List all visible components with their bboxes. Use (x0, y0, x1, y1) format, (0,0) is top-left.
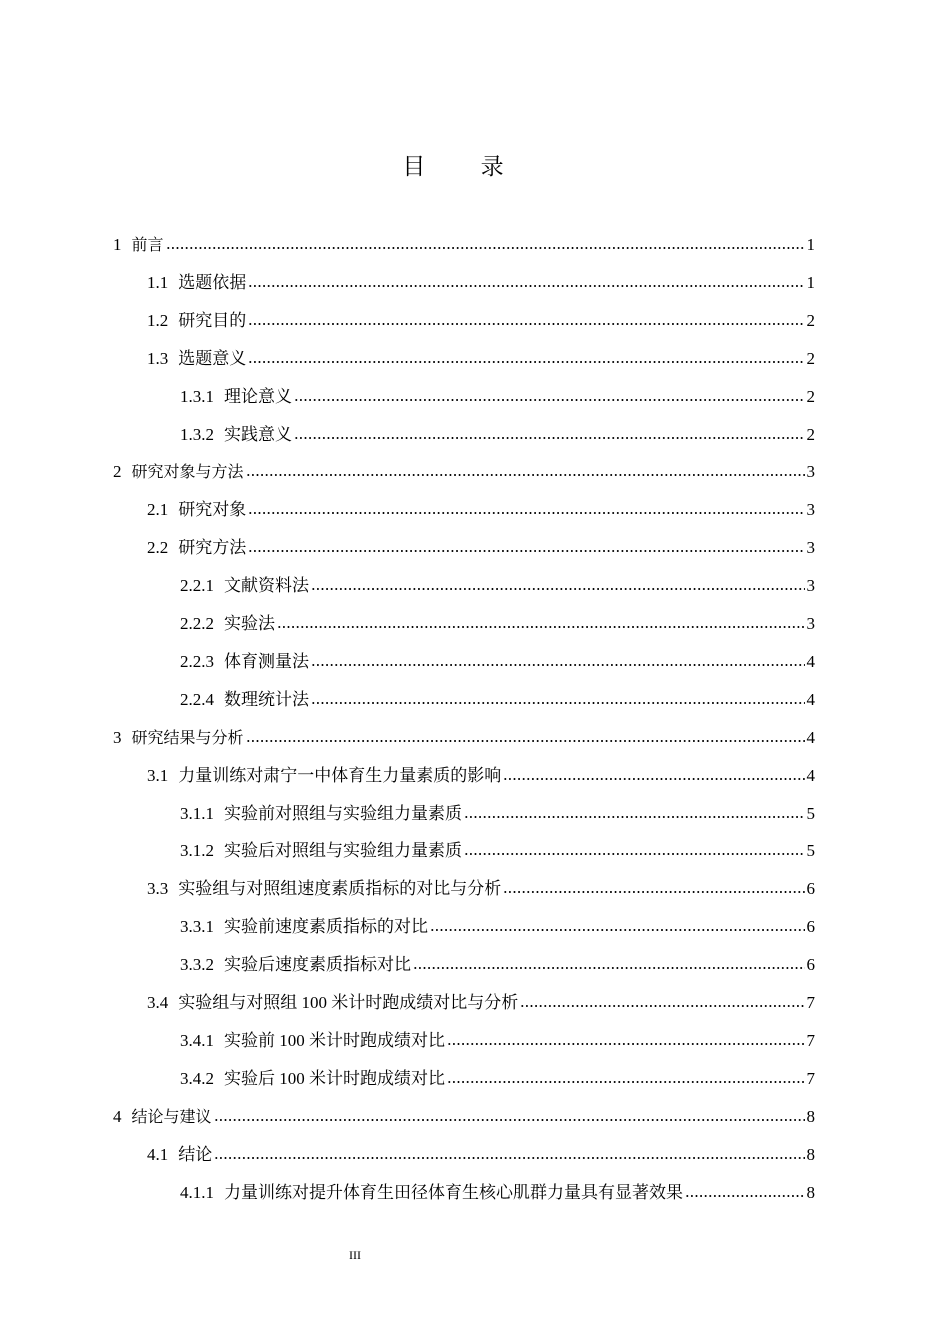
toc-entry-number: 3 (113, 727, 122, 747)
dot-leader (277, 626, 805, 628)
toc-entry-number: 3.3 (147, 879, 169, 899)
toc-entry-number: 1.2 (147, 310, 169, 330)
toc-entry-page: 2 (806, 386, 815, 406)
dot-leader (685, 1195, 805, 1197)
toc-entry-3-4-1[interactable] (180, 1022, 815, 1060)
toc-entry-number: 3.1.2 (180, 841, 214, 861)
toc-entry-title: 体育测量法 (224, 651, 309, 671)
toc-entry-number: 3.1 (147, 765, 169, 785)
toc-entry-title: 研究对象与方法 (131, 462, 244, 482)
toc-entry-title: 数理统计法 (224, 689, 309, 709)
toc-entry-page: 1 (806, 272, 815, 292)
toc-entry-title: 研究结果与分析 (131, 727, 244, 747)
toc-entry-number: 4.1 (147, 1144, 169, 1164)
toc-entry-title: 文献资料法 (224, 576, 309, 596)
toc-entry-3-1-1[interactable] (180, 795, 815, 833)
toc-entry-1[interactable] (113, 226, 815, 264)
toc-entry-title: 实验前速度素质指标的对比 (224, 917, 428, 937)
toc-entry-page: 2 (806, 424, 815, 444)
toc-entry-number: 3.4 (147, 993, 169, 1012)
toc-entry-title: 实验前 100 米计时跑成绩对比 (224, 1030, 445, 1050)
toc-entry-page: 6 (806, 955, 815, 975)
toc-entry-title: 理论意义 (224, 386, 292, 406)
dot-leader (294, 437, 805, 439)
dot-leader (311, 588, 805, 590)
toc-entry-page: 5 (806, 841, 815, 861)
toc-entry-page: 2 (806, 348, 815, 368)
toc-entry-number: 1 (113, 235, 122, 254)
toc-entry-title: 实验后速度素质指标对比 (224, 955, 411, 975)
toc-entry-4-1-1[interactable] (180, 1174, 815, 1212)
toc-entry-1-3[interactable] (147, 340, 815, 378)
toc-entry-2-2-1[interactable] (180, 567, 815, 605)
toc-entry-page: 4 (806, 727, 815, 747)
dot-leader (430, 929, 805, 931)
toc-entry-2-2[interactable] (147, 529, 815, 567)
dot-leader (248, 361, 804, 363)
toc-entry-number: 3.4.1 (180, 1030, 214, 1050)
dot-leader (248, 550, 804, 552)
toc-entry-title: 结论 (178, 1144, 213, 1164)
toc-entry-page: 7 (806, 1030, 815, 1050)
dot-leader (520, 1005, 804, 1007)
toc-entry-title: 选题依据 (178, 272, 247, 292)
toc-entry-3-3[interactable] (147, 870, 815, 908)
toc-entry-number: 2.2.3 (180, 651, 214, 671)
toc-entry-4[interactable] (113, 1098, 815, 1136)
toc-entry-page: 8 (806, 1144, 815, 1164)
toc-entry-page: 6 (806, 917, 815, 937)
toc-entry-page: 4 (806, 689, 815, 709)
toc-entry-number: 1.1 (147, 272, 169, 292)
toc-entry-title: 实验组与对照组 100 米计时跑成绩对比与分析 (178, 993, 519, 1012)
dot-leader (503, 778, 804, 780)
toc-entry-2-2-2[interactable] (180, 605, 815, 643)
toc-entry-title: 前言 (131, 235, 164, 254)
toc-entry-title: 实验后 100 米计时跑成绩对比 (224, 1068, 445, 1088)
toc-entry-page: 4 (806, 651, 815, 671)
toc-entry-number: 2.2.1 (180, 576, 214, 596)
toc-entry-page: 4 (806, 765, 815, 785)
dot-leader (503, 891, 804, 893)
toc-entry-title: 选题意义 (178, 348, 247, 368)
toc-entry-page: 8 (806, 1106, 815, 1126)
toc-entry-3-4[interactable] (147, 984, 815, 1022)
toc-entry-2-2-3[interactable] (180, 643, 815, 681)
toc-entry-number: 3.3.2 (180, 955, 214, 975)
page-number: III (349, 1248, 361, 1262)
dot-leader (166, 247, 805, 249)
toc-entry-number: 2.1 (147, 500, 169, 520)
toc-entry-title: 实验后对照组与实验组力量素质 (224, 841, 462, 861)
toc-entry-number: 1.3.2 (180, 424, 214, 444)
toc-entry-3-1[interactable] (147, 757, 815, 795)
dot-leader (464, 853, 805, 855)
toc-entry-number: 4 (113, 1106, 122, 1126)
toc-entry-page: 8 (806, 1182, 815, 1202)
toc-entry-3[interactable] (113, 719, 815, 757)
toc-entry-page: 3 (806, 576, 815, 596)
toc-entry-number: 3.3.1 (180, 917, 214, 937)
toc-entry-page: 7 (806, 993, 815, 1012)
toc-entry-number: 2.2 (147, 538, 169, 558)
toc-entry-title: 力量训练对提升体育生田径体育生核心肌群力量具有显著效果 (224, 1182, 683, 1202)
toc-entry-1-1[interactable] (147, 264, 815, 302)
dot-leader (214, 1119, 805, 1121)
toc-entry-page: 3 (806, 500, 815, 520)
dot-leader (464, 816, 805, 818)
toc-entry-1-3-1[interactable] (180, 378, 815, 416)
toc-entry-title: 结论与建议 (131, 1106, 212, 1126)
dot-leader (294, 399, 805, 401)
page-title: 目 录 (402, 154, 528, 180)
toc-entry-number: 2.2.2 (180, 614, 214, 633)
toc-entry-number: 1.3 (147, 348, 169, 368)
toc-entry-page: 7 (806, 1068, 815, 1088)
dot-leader (214, 1157, 804, 1159)
toc-entry-title: 实验组与对照组速度素质指标的对比与分析 (178, 879, 502, 899)
toc-entry-page: 3 (806, 614, 815, 633)
toc-entry-title: 力量训练对肃宁一中体育生力量素质的影响 (178, 765, 502, 785)
toc-entry-2-2-4[interactable] (180, 681, 815, 719)
toc-entry-number: 2.2.4 (180, 689, 214, 709)
dot-leader (246, 740, 805, 742)
toc-entry-title: 实验法 (224, 614, 275, 633)
dot-leader (311, 702, 805, 704)
toc-entry-page: 3 (806, 538, 815, 558)
toc-entry-number: 3.1.1 (180, 803, 214, 823)
dot-leader (248, 285, 804, 287)
toc-entry-2-1[interactable] (147, 491, 815, 529)
toc-entry-title: 研究对象 (178, 500, 247, 520)
toc-entry-3-1-2[interactable] (180, 832, 815, 870)
dot-leader (248, 323, 804, 325)
dot-leader (447, 1081, 805, 1083)
toc-entry-3-3-2[interactable] (180, 946, 815, 984)
toc-entry-title: 实验前对照组与实验组力量素质 (224, 803, 462, 823)
toc-entry-number: 3.4.2 (180, 1068, 214, 1088)
toc-entry-page: 2 (806, 310, 815, 330)
toc-entry-3-3-1[interactable] (180, 908, 815, 946)
toc-entry-number: 2 (113, 462, 122, 482)
dot-leader (246, 474, 805, 476)
toc-entry-4-1[interactable] (147, 1136, 815, 1174)
dot-leader (311, 664, 805, 666)
toc-entry-number: 4.1.1 (180, 1182, 214, 1202)
toc-entry-1-2[interactable] (147, 302, 815, 340)
toc-entry-1-3-2[interactable] (180, 416, 815, 454)
toc-entry-title: 实践意义 (224, 424, 292, 444)
toc-entry-number: 1.3.1 (180, 386, 214, 406)
dot-leader (248, 512, 804, 514)
toc-entry-page: 1 (806, 235, 815, 254)
toc-entry-page: 3 (806, 462, 815, 482)
toc-entry-3-4-2[interactable] (180, 1060, 815, 1098)
toc-entry-2[interactable] (113, 453, 815, 491)
toc-entry-page: 6 (806, 879, 815, 899)
toc-entry-title: 研究方法 (178, 538, 247, 558)
dot-leader (447, 1043, 805, 1045)
toc-entry-page: 5 (806, 803, 815, 823)
dot-leader (413, 967, 805, 969)
toc-entry-title: 研究目的 (178, 310, 247, 330)
